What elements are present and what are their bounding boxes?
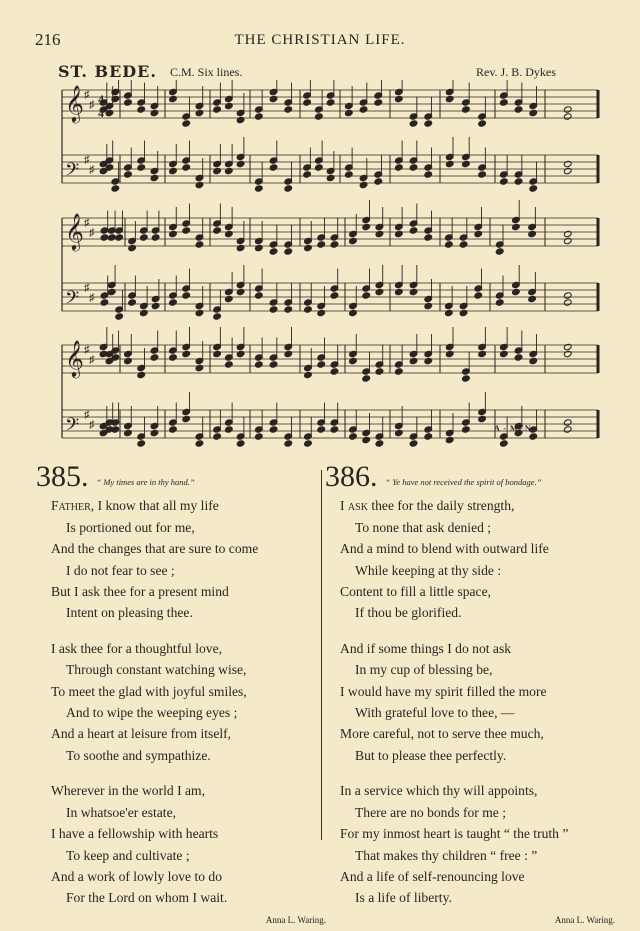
note-head xyxy=(169,426,178,433)
note-head xyxy=(236,160,245,167)
note-head xyxy=(395,368,404,375)
note-head xyxy=(255,244,264,251)
note-head xyxy=(563,292,572,299)
note-head xyxy=(478,120,487,127)
key-signature: ♯ xyxy=(84,344,90,356)
note-head xyxy=(563,299,572,306)
note-head xyxy=(255,185,264,192)
verse-line: There are no bonds for me ; xyxy=(355,804,506,820)
note-head xyxy=(137,440,146,447)
note-head xyxy=(424,171,433,178)
note-head xyxy=(330,368,339,375)
note-head xyxy=(225,295,234,302)
note-head xyxy=(255,433,264,440)
note-head xyxy=(213,350,222,357)
note-head xyxy=(315,113,324,120)
note-head xyxy=(395,429,404,436)
verse-line: And if some things I do not ask xyxy=(340,640,512,656)
note-head xyxy=(317,361,326,368)
verse-line: But I ask thee for a present mind xyxy=(51,584,229,600)
verse-line: To none that ask denied ; xyxy=(355,519,492,535)
key-signature: ♯ xyxy=(84,154,90,166)
note-head xyxy=(459,309,468,316)
note-head xyxy=(124,357,133,364)
hymn-epigraph: “ My times are in thy hand.” xyxy=(96,477,195,487)
note-head xyxy=(137,106,146,113)
note-head xyxy=(225,361,234,368)
note-head xyxy=(236,116,245,123)
hymn-number: 386. xyxy=(325,460,378,493)
note-head xyxy=(462,375,471,382)
note-head xyxy=(462,106,471,113)
verse-line: To keep and cultivate ; xyxy=(66,847,190,863)
note-head xyxy=(182,227,191,234)
note-head xyxy=(445,241,454,248)
note-head xyxy=(269,426,278,433)
note-head xyxy=(375,368,384,375)
note-head xyxy=(409,164,418,171)
verse-line: Is portioned out for me, xyxy=(66,519,195,535)
note-head xyxy=(255,292,264,299)
hymn-heading xyxy=(325,462,615,493)
note-head xyxy=(512,223,521,230)
note-head xyxy=(195,181,204,188)
note-head xyxy=(124,99,133,106)
verse-line-text: thee for the daily strength, xyxy=(367,498,515,514)
verse-line: And a work of lowly love to do xyxy=(51,868,223,884)
hymn-author: Anna L. Waring. xyxy=(265,914,326,925)
key-signature: ♯ xyxy=(84,217,90,229)
note-head xyxy=(303,171,312,178)
composer: Rev. J. B. Dykes xyxy=(476,65,556,79)
verse-line: To soothe and sympathize. xyxy=(66,747,211,763)
note-head xyxy=(563,106,572,113)
note-head xyxy=(409,120,418,127)
verses xyxy=(340,495,615,908)
note-head xyxy=(151,302,160,309)
bass-clef-icon: 𝄢 xyxy=(65,414,80,439)
note-head xyxy=(284,248,293,255)
note-head xyxy=(284,106,293,113)
key-signature: ♯ xyxy=(89,227,95,239)
key-signature: ♯ xyxy=(89,164,95,176)
time-signature: 4 xyxy=(98,106,104,120)
note-head xyxy=(395,164,404,171)
verse-line: While keeping at thy side : xyxy=(355,562,502,578)
note-head xyxy=(362,223,371,230)
note-head xyxy=(462,426,471,433)
note-head xyxy=(304,371,313,378)
key-signature: ♯ xyxy=(89,354,95,366)
note-head xyxy=(395,230,404,237)
note-head xyxy=(474,230,483,237)
verse-line: Content to fill a little space, xyxy=(340,584,492,600)
stanza-gap xyxy=(340,624,615,638)
note-head xyxy=(500,350,509,357)
note-head xyxy=(255,361,264,368)
note-head xyxy=(182,350,191,357)
note-head xyxy=(563,419,572,426)
note-head xyxy=(362,292,371,299)
note-head xyxy=(445,95,454,102)
note-head xyxy=(100,234,109,241)
note-head xyxy=(269,164,278,171)
note-head xyxy=(500,178,509,185)
note-head xyxy=(349,237,358,244)
note-head xyxy=(195,364,204,371)
page-number: 216 xyxy=(35,30,61,49)
verse-line: But to please thee perfectly. xyxy=(355,747,507,763)
verse-line: Wherever in the world I am, xyxy=(51,783,205,799)
verse-initial-word: Father xyxy=(51,498,91,514)
note-head xyxy=(478,171,487,178)
verse-line: In whatsoe'er estate, xyxy=(66,804,177,820)
note-head xyxy=(284,440,293,447)
tune-meter: C.M. Six lines. xyxy=(170,65,243,79)
note-head xyxy=(345,171,354,178)
stanza-gap xyxy=(340,766,615,780)
note-head xyxy=(317,426,326,433)
bass-clef-icon: 𝄢 xyxy=(65,287,80,312)
note-head xyxy=(374,99,383,106)
verse-initial-word: I ask xyxy=(340,498,368,514)
note-head xyxy=(514,178,523,185)
note-head xyxy=(269,95,278,102)
note-head xyxy=(150,354,159,361)
note-head xyxy=(424,433,433,440)
note-head xyxy=(326,174,335,181)
verse-line: More careful, not to serve thee much, xyxy=(340,726,544,742)
note-head xyxy=(409,357,418,364)
note-head xyxy=(409,440,418,447)
note-head xyxy=(317,309,326,316)
verse-line: In a service which thy will appoints, xyxy=(340,783,538,799)
amen-label: A - MEN. xyxy=(494,424,535,433)
note-head xyxy=(563,343,572,350)
note-head xyxy=(326,99,335,106)
hymn-epigraph: “ Ye have not received the spirit of bondage.” xyxy=(385,477,542,487)
note-head xyxy=(124,429,133,436)
note-head xyxy=(424,302,433,309)
verse-line: Through constant watching wise, xyxy=(66,662,247,678)
note-head xyxy=(213,433,222,440)
stanza-gap xyxy=(51,766,326,780)
key-signature: ♯ xyxy=(89,419,95,431)
note-head xyxy=(528,295,537,302)
note-head xyxy=(111,185,120,192)
note-head xyxy=(349,357,358,364)
note-head xyxy=(213,227,222,234)
hymn-385 xyxy=(36,462,326,931)
note-head xyxy=(495,248,504,255)
verse-line xyxy=(51,495,326,516)
note-head xyxy=(255,113,264,120)
tune-name: ST. BEDE. xyxy=(58,62,157,81)
verses xyxy=(51,495,326,908)
treble-clef-icon: 𝄞 xyxy=(65,213,84,249)
key-signature: ♯ xyxy=(84,409,90,421)
note-head xyxy=(124,171,133,178)
note-head xyxy=(169,299,178,306)
note-head xyxy=(514,106,523,113)
verse-line: I would have my spirit filled the more xyxy=(340,683,547,699)
verse-line: With grateful love to thee, — xyxy=(355,705,515,721)
verse-line: Intent on pleasing thee. xyxy=(66,605,193,621)
note-head xyxy=(529,357,538,364)
verse-line: And to wipe the weeping eyes ; xyxy=(66,705,238,721)
note-head xyxy=(424,357,433,364)
note-head xyxy=(195,241,204,248)
note-head xyxy=(445,309,454,316)
note-head xyxy=(359,106,368,113)
hymn-386 xyxy=(325,462,615,931)
note-head xyxy=(195,109,204,116)
verse-line: And the changes that are sure to come xyxy=(51,541,259,557)
treble-clef-icon: 𝄞 xyxy=(65,85,84,121)
note-head xyxy=(150,109,159,116)
verse-line: For the Lord on whom I wait. xyxy=(66,890,228,906)
note-head xyxy=(563,230,572,237)
verse-line: To meet the glad with joyful smiles, xyxy=(51,683,247,699)
note-head xyxy=(330,426,339,433)
time-signature: 4 xyxy=(98,92,104,106)
note-head xyxy=(462,160,471,167)
verse-line: Is a life of liberty. xyxy=(355,890,452,906)
verse-line: And a mind to blend with outward life xyxy=(340,541,549,557)
note-head xyxy=(500,99,509,106)
note-head xyxy=(169,230,178,237)
note-head xyxy=(330,292,339,299)
note-head xyxy=(563,426,572,433)
note-head xyxy=(375,440,384,447)
verse-line: I ask thee for a thoughtful love, xyxy=(51,640,223,656)
note-head xyxy=(362,375,371,382)
note-head xyxy=(529,433,538,440)
hymn-number: 385. xyxy=(36,460,89,493)
note-head xyxy=(445,160,454,167)
note-head xyxy=(512,288,521,295)
note-head xyxy=(225,102,234,109)
note-head xyxy=(495,299,504,306)
note-head xyxy=(213,313,222,320)
note-head xyxy=(345,109,354,116)
note-head xyxy=(374,178,383,185)
key-signature: ♯ xyxy=(89,99,95,111)
note-head xyxy=(362,436,371,443)
note-head xyxy=(182,292,191,299)
verse-line-text: , I know that all my life xyxy=(90,498,219,514)
note-head xyxy=(225,230,234,237)
note-head xyxy=(317,241,326,248)
music-score xyxy=(0,80,640,460)
note-head xyxy=(151,234,160,241)
verse-line: I do not fear to see ; xyxy=(66,562,175,578)
note-head xyxy=(478,350,487,357)
note-head xyxy=(150,429,159,436)
note-head xyxy=(128,244,137,251)
note-head xyxy=(140,234,149,241)
note-head xyxy=(128,299,137,306)
note-head xyxy=(169,167,178,174)
note-head xyxy=(529,185,538,192)
note-head xyxy=(349,433,358,440)
verse-line: That makes thy children “ free : ” xyxy=(355,847,538,863)
note-head xyxy=(269,361,278,368)
note-head xyxy=(100,299,109,306)
note-head xyxy=(375,230,384,237)
note-head xyxy=(409,227,418,234)
note-head xyxy=(225,167,234,174)
note-head xyxy=(115,234,124,241)
note-head xyxy=(349,309,358,316)
note-head xyxy=(528,230,537,237)
note-head xyxy=(236,350,245,357)
note-head xyxy=(529,109,538,116)
verse-line xyxy=(340,495,615,516)
note-head xyxy=(284,350,293,357)
note-head xyxy=(140,309,149,316)
key-signature: ♯ xyxy=(84,282,90,294)
verse-line: If thou be glorified. xyxy=(355,605,462,621)
note-head xyxy=(563,237,572,244)
note-head xyxy=(107,288,116,295)
note-head xyxy=(395,288,404,295)
note-head xyxy=(107,234,116,241)
note-head xyxy=(514,354,523,361)
note-head xyxy=(236,244,245,251)
hymn-author: Anna L. Waring. xyxy=(554,914,615,925)
note-head xyxy=(269,306,278,313)
bass-clef-icon: 𝄢 xyxy=(65,159,80,184)
note-head xyxy=(236,440,245,447)
note-head xyxy=(304,244,313,251)
note-head xyxy=(445,350,454,357)
note-head xyxy=(137,164,146,171)
note-head xyxy=(169,354,178,361)
note-head xyxy=(445,436,454,443)
note-head xyxy=(478,415,487,422)
note-head xyxy=(500,440,509,447)
stanza-gap xyxy=(51,624,326,638)
note-head xyxy=(563,350,572,357)
note-head xyxy=(225,426,234,433)
hymn-heading xyxy=(36,462,326,493)
running-title: THE CHRISTIAN LIFE. xyxy=(234,32,406,48)
note-head xyxy=(330,241,339,248)
note-head xyxy=(195,440,204,447)
note-head xyxy=(409,288,418,295)
note-head xyxy=(284,185,293,192)
note-head xyxy=(315,164,324,171)
note-head xyxy=(375,288,384,295)
note-head xyxy=(236,288,245,295)
note-head xyxy=(303,99,312,106)
verse-line: And a heart at leisure from itself, xyxy=(51,726,232,742)
note-head xyxy=(284,306,293,313)
note-head xyxy=(182,120,191,127)
note-head xyxy=(213,106,222,113)
verse-line: And a life of self-renouncing love xyxy=(340,868,525,884)
note-head xyxy=(195,309,204,316)
note-head xyxy=(474,292,483,299)
note-head xyxy=(563,167,572,174)
note-head xyxy=(115,313,124,320)
note-head xyxy=(563,160,572,167)
note-head xyxy=(304,306,313,313)
note-head xyxy=(304,440,313,447)
verse-line: For my inmost heart is taught “ the truth ” xyxy=(340,826,569,842)
treble-clef-icon: 𝄞 xyxy=(65,340,84,376)
note-head xyxy=(424,120,433,127)
note-head xyxy=(150,174,159,181)
key-signature: ♯ xyxy=(84,89,90,101)
key-signature: ♯ xyxy=(89,292,95,304)
note-head xyxy=(137,371,146,378)
note-head xyxy=(359,181,368,188)
note-head xyxy=(395,95,404,102)
note-head xyxy=(269,248,278,255)
verse-line: I have a fellowship with hearts xyxy=(51,826,219,842)
note-head xyxy=(169,95,178,102)
note-head xyxy=(459,241,468,248)
note-head xyxy=(182,164,191,171)
note-head xyxy=(563,113,572,120)
note-head xyxy=(424,234,433,241)
note-head xyxy=(213,167,222,174)
note-head xyxy=(182,415,191,422)
verse-line: In my cup of blessing be, xyxy=(355,662,493,678)
